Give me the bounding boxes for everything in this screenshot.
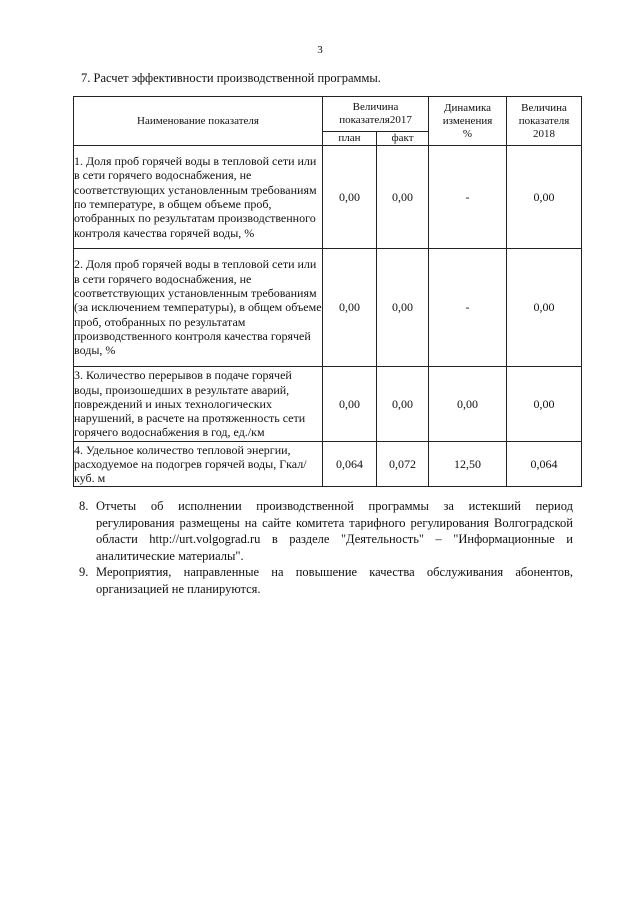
table-row bbox=[74, 367, 582, 442]
paragraphs bbox=[79, 498, 573, 597]
row-fact: 0,00 bbox=[377, 367, 429, 442]
header-dynamics: Динамика изменения % bbox=[429, 97, 507, 146]
efficiency-table bbox=[73, 96, 582, 487]
row-fact: 0,00 bbox=[377, 146, 429, 249]
row-plan: 0,064 bbox=[323, 442, 377, 487]
paragraph-text: Мероприятия, направленные на повышение качества обслуживания абонентов, организацией не планируются. bbox=[96, 565, 573, 596]
table-row bbox=[74, 442, 582, 487]
row-dynamics: - bbox=[429, 146, 507, 249]
row-dynamics: 0,00 bbox=[429, 367, 507, 442]
row-plan: 0,00 bbox=[323, 249, 377, 367]
row-name: 1. Доля проб горячей воды в тепловой сети или в сети горячего водоснабжения, не соответствующих установленным требованиям по температуре, в общем объеме проб, отобранных по результатам производственного контроля качества горячей воды, % bbox=[74, 146, 323, 249]
paragraph-text: Отчеты об исполнении производственной программы за истекший период регулирования размещены на сайте комитета тарифного регулирования Волгоградской области http://urt.volgograd.ru в разделе "Деятельность" – "Информационные и аналитические материалы". bbox=[96, 499, 573, 563]
paragraph-number: 9. bbox=[79, 565, 89, 579]
row-plan: 0,00 bbox=[323, 367, 377, 442]
page-number: 3 bbox=[317, 44, 323, 56]
table-row bbox=[74, 249, 582, 367]
row-dynamics: - bbox=[429, 249, 507, 367]
paragraph-9 bbox=[79, 564, 573, 597]
paragraph-8 bbox=[79, 498, 573, 564]
header-value-2018: Величина показателя 2018 bbox=[507, 97, 582, 146]
row-name: 4. Удельное количество тепловой энергии, расходуемое на подогрев горячей воды, Гкал/куб. м bbox=[74, 442, 323, 487]
row-fact: 0,00 bbox=[377, 249, 429, 367]
row-dynamics: 12,50 bbox=[429, 442, 507, 487]
section-title: 7. Расчет эффективности производственной программы. bbox=[81, 71, 381, 85]
row-fact: 0,072 bbox=[377, 442, 429, 487]
header-plan: план bbox=[323, 132, 377, 146]
row-value-2018: 0,00 bbox=[507, 146, 582, 249]
header-value-2017: Величина показателя2017 bbox=[323, 97, 429, 132]
paragraph-number: 8. bbox=[79, 499, 89, 513]
row-value-2018: 0,064 bbox=[507, 442, 582, 487]
row-value-2018: 0,00 bbox=[507, 367, 582, 442]
row-plan: 0,00 bbox=[323, 146, 377, 249]
row-value-2018: 0,00 bbox=[507, 249, 582, 367]
header-fact: факт bbox=[377, 132, 429, 146]
header-name: Наименование показателя bbox=[74, 97, 323, 146]
table-row bbox=[74, 146, 582, 249]
row-name: 2. Доля проб горячей воды в тепловой сети или в сети горячего водоснабжения, не соответствующих установленным требованиям (за исключением температуры), в общем объеме проб, отобранных по результатам производственного контроля качества горячей воды, % bbox=[74, 249, 323, 367]
row-name: 3. Количество перерывов в подаче горячей воды, произошедших в результате аварий, повреждений и иных технологических нарушений, в расчете на протяженность сети горячего водоснабжения в год, ед./км bbox=[74, 367, 323, 442]
